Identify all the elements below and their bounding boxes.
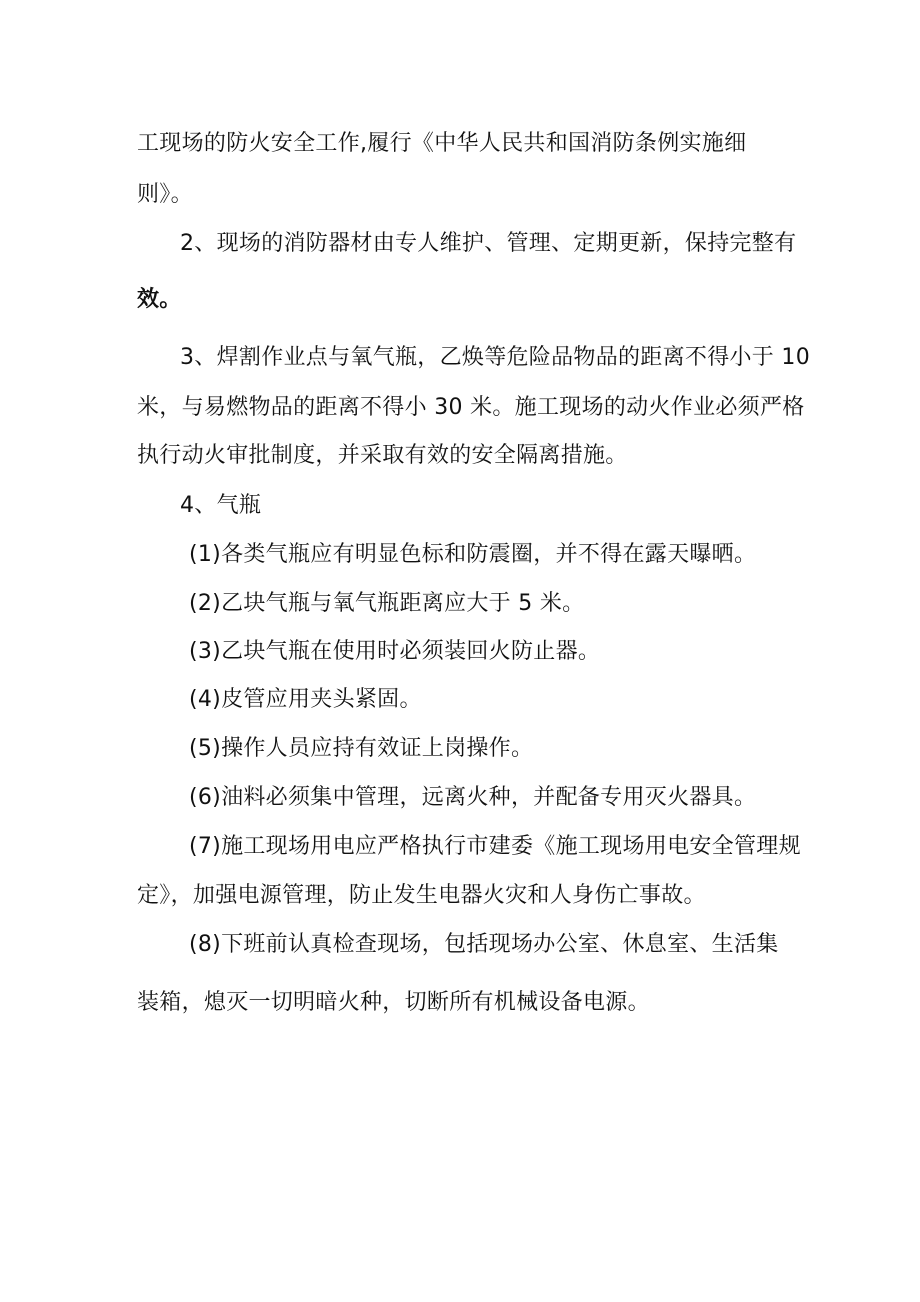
text-line-3: 2、现场的消防器材由专人维护、管理、定期更新，保持完整有	[180, 231, 797, 256]
text-line-8: 4、气瓶	[180, 493, 262, 518]
text-line-9: (1)各类气瓶应有明显色标和防震圈，并不得在露天曝晒。	[189, 542, 757, 567]
text-line-12: (4)皮管应用夹头紧固。	[189, 687, 422, 712]
text-line-4: 效。	[137, 287, 182, 312]
text-line-18: 装箱，熄灭一切明暗火种，切断所有机械设备电源。	[137, 990, 650, 1015]
text-line-14: (6)油料必须集中管理，远离火种，并配备专用灭火器具。	[189, 785, 757, 810]
text-line-1: 工现场的防火安全工作,履行《中华人民共和国消防条例实施细	[137, 131, 747, 156]
text-line-15: (7)施工现场用电应严格执行市建委《施工现场用电安全管理规	[189, 834, 801, 859]
text-line-13: (5)操作人员应持有效证上岗操作。	[189, 736, 534, 761]
text-line-7: 执行动火审批制度，并采取有效的安全隔离措施。	[137, 443, 628, 468]
text-line-17: (8)下班前认真检查现场，包括现场办公室、休息室、生活集	[189, 932, 779, 957]
text-line-6: 米，与易燃物品的距离不得小 30 米。施工现场的动火作业必须严格	[137, 395, 805, 420]
text-line-16: 定》，加强电源管理，防止发生电器火灾和人身伤亡事故。	[137, 883, 706, 908]
text-line-5: 3、焊割作业点与氧气瓶，乙焕等危险品物品的距离不得小于 10	[180, 345, 810, 370]
text-line-2: 则》。	[137, 182, 193, 207]
text-line-11: (3)乙块气瓶在使用时必须装回火防止器。	[189, 639, 601, 664]
text-line-10: (2)乙块气瓶与氧气瓶距离应大于 5 米。	[189, 591, 585, 616]
